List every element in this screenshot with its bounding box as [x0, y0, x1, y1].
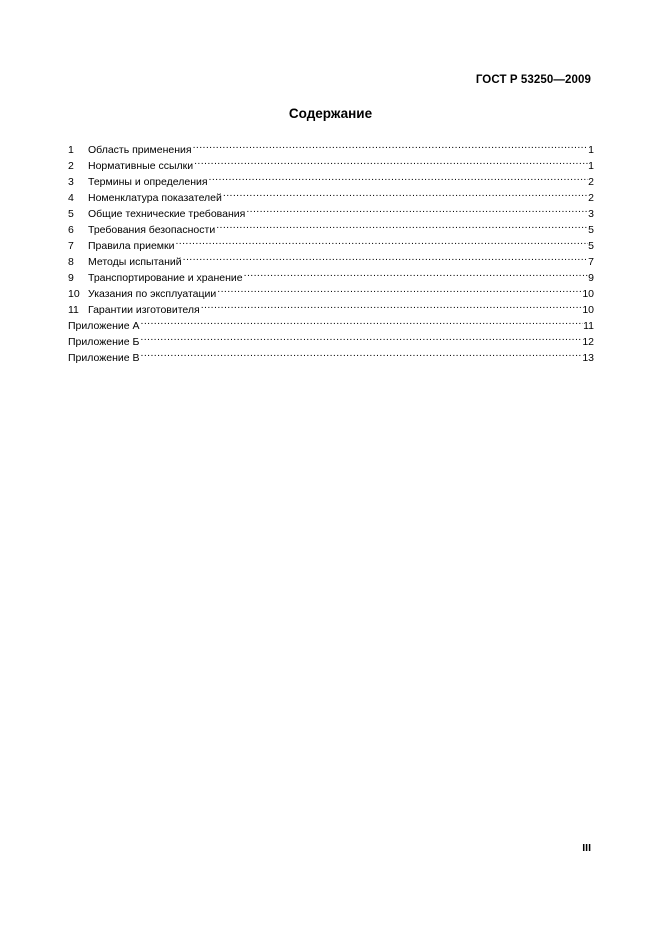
toc-entry-number: 7 [68, 240, 74, 252]
toc-entry-label: Термины и определения [88, 176, 208, 188]
toc-entry-page: 2 [588, 192, 594, 204]
toc-entry-number: 8 [68, 256, 74, 268]
toc-leader-dots [192, 137, 589, 153]
toc-entry-number: 11 [68, 304, 79, 316]
toc-leader-dots [243, 265, 589, 281]
toc-entry-number: 6 [68, 224, 74, 236]
table-of-contents [68, 137, 594, 364]
toc-entry-label: Требования безопасности [88, 224, 216, 236]
toc-leader-dots [222, 185, 588, 201]
toc-entry-label: Правила приемки [88, 240, 175, 252]
page-title: Содержание [288, 106, 373, 121]
toc-entry-number: 3 [68, 176, 74, 188]
toc-entry-page: 10 [582, 304, 594, 316]
toc-leader-dots [174, 233, 588, 249]
toc-entry-page: 1 [588, 160, 594, 172]
toc-entry-page: 5 [588, 224, 594, 236]
toc-entry-number: 9 [68, 272, 74, 284]
toc-entry-page: 13 [582, 352, 594, 364]
toc-entry-label: Область применения [88, 144, 192, 156]
document-code: ГОСТ Р 53250—2009 [475, 74, 591, 86]
toc-leader-dots [216, 281, 582, 297]
toc-entry-page: 9 [588, 272, 594, 284]
toc-entry[interactable] [68, 345, 594, 364]
toc-entry-label: Нормативные ссылки [88, 160, 194, 172]
toc-leader-dots [193, 153, 588, 169]
toc-entry-label: Транспортирование и хранение [88, 272, 243, 284]
toc-entry-label: Гарантии изготовителя [88, 304, 200, 316]
toc-entry-label: Методы испытаний [88, 256, 182, 268]
toc-entry-page: 7 [588, 256, 594, 268]
toc-leader-dots [208, 169, 589, 185]
toc-leader-dots [245, 201, 588, 217]
toc-leader-dots [140, 345, 583, 361]
toc-entry-label: Приложение Б [68, 336, 140, 348]
toc-leader-dots [182, 249, 589, 265]
toc-entry-page: 1 [588, 144, 594, 156]
toc-entry-number: 1 [68, 144, 74, 156]
toc-entry-page: 11 [583, 320, 594, 332]
page-number: III [582, 842, 591, 854]
toc-entry-page: 3 [588, 208, 594, 220]
toc-leader-dots [200, 297, 583, 313]
toc-entry-number: 10 [68, 288, 80, 300]
toc-entry-label: Указания по эксплуатации [88, 288, 217, 300]
toc-entry-label: Приложение А [68, 320, 140, 332]
toc-entry-label: Номенклатура показателей [88, 192, 222, 204]
toc-entry-page: 12 [582, 336, 594, 348]
toc-entry-label: Приложение В [68, 352, 140, 364]
toc-entry-number: 5 [68, 208, 74, 220]
toc-entry[interactable] [68, 137, 594, 156]
toc-entry[interactable] [68, 329, 594, 348]
toc-entry-number: 2 [68, 160, 74, 172]
toc-entry-page: 5 [588, 240, 594, 252]
toc-leader-dots [140, 313, 584, 329]
toc-entry-page: 10 [582, 288, 594, 300]
toc-leader-dots [215, 217, 588, 233]
toc-entry[interactable] [68, 313, 594, 332]
toc-entry-number: 4 [68, 192, 74, 204]
toc-leader-dots [139, 329, 582, 345]
toc-entry-page: 2 [588, 176, 594, 188]
toc-entry-label: Общие технические требования [88, 208, 246, 220]
